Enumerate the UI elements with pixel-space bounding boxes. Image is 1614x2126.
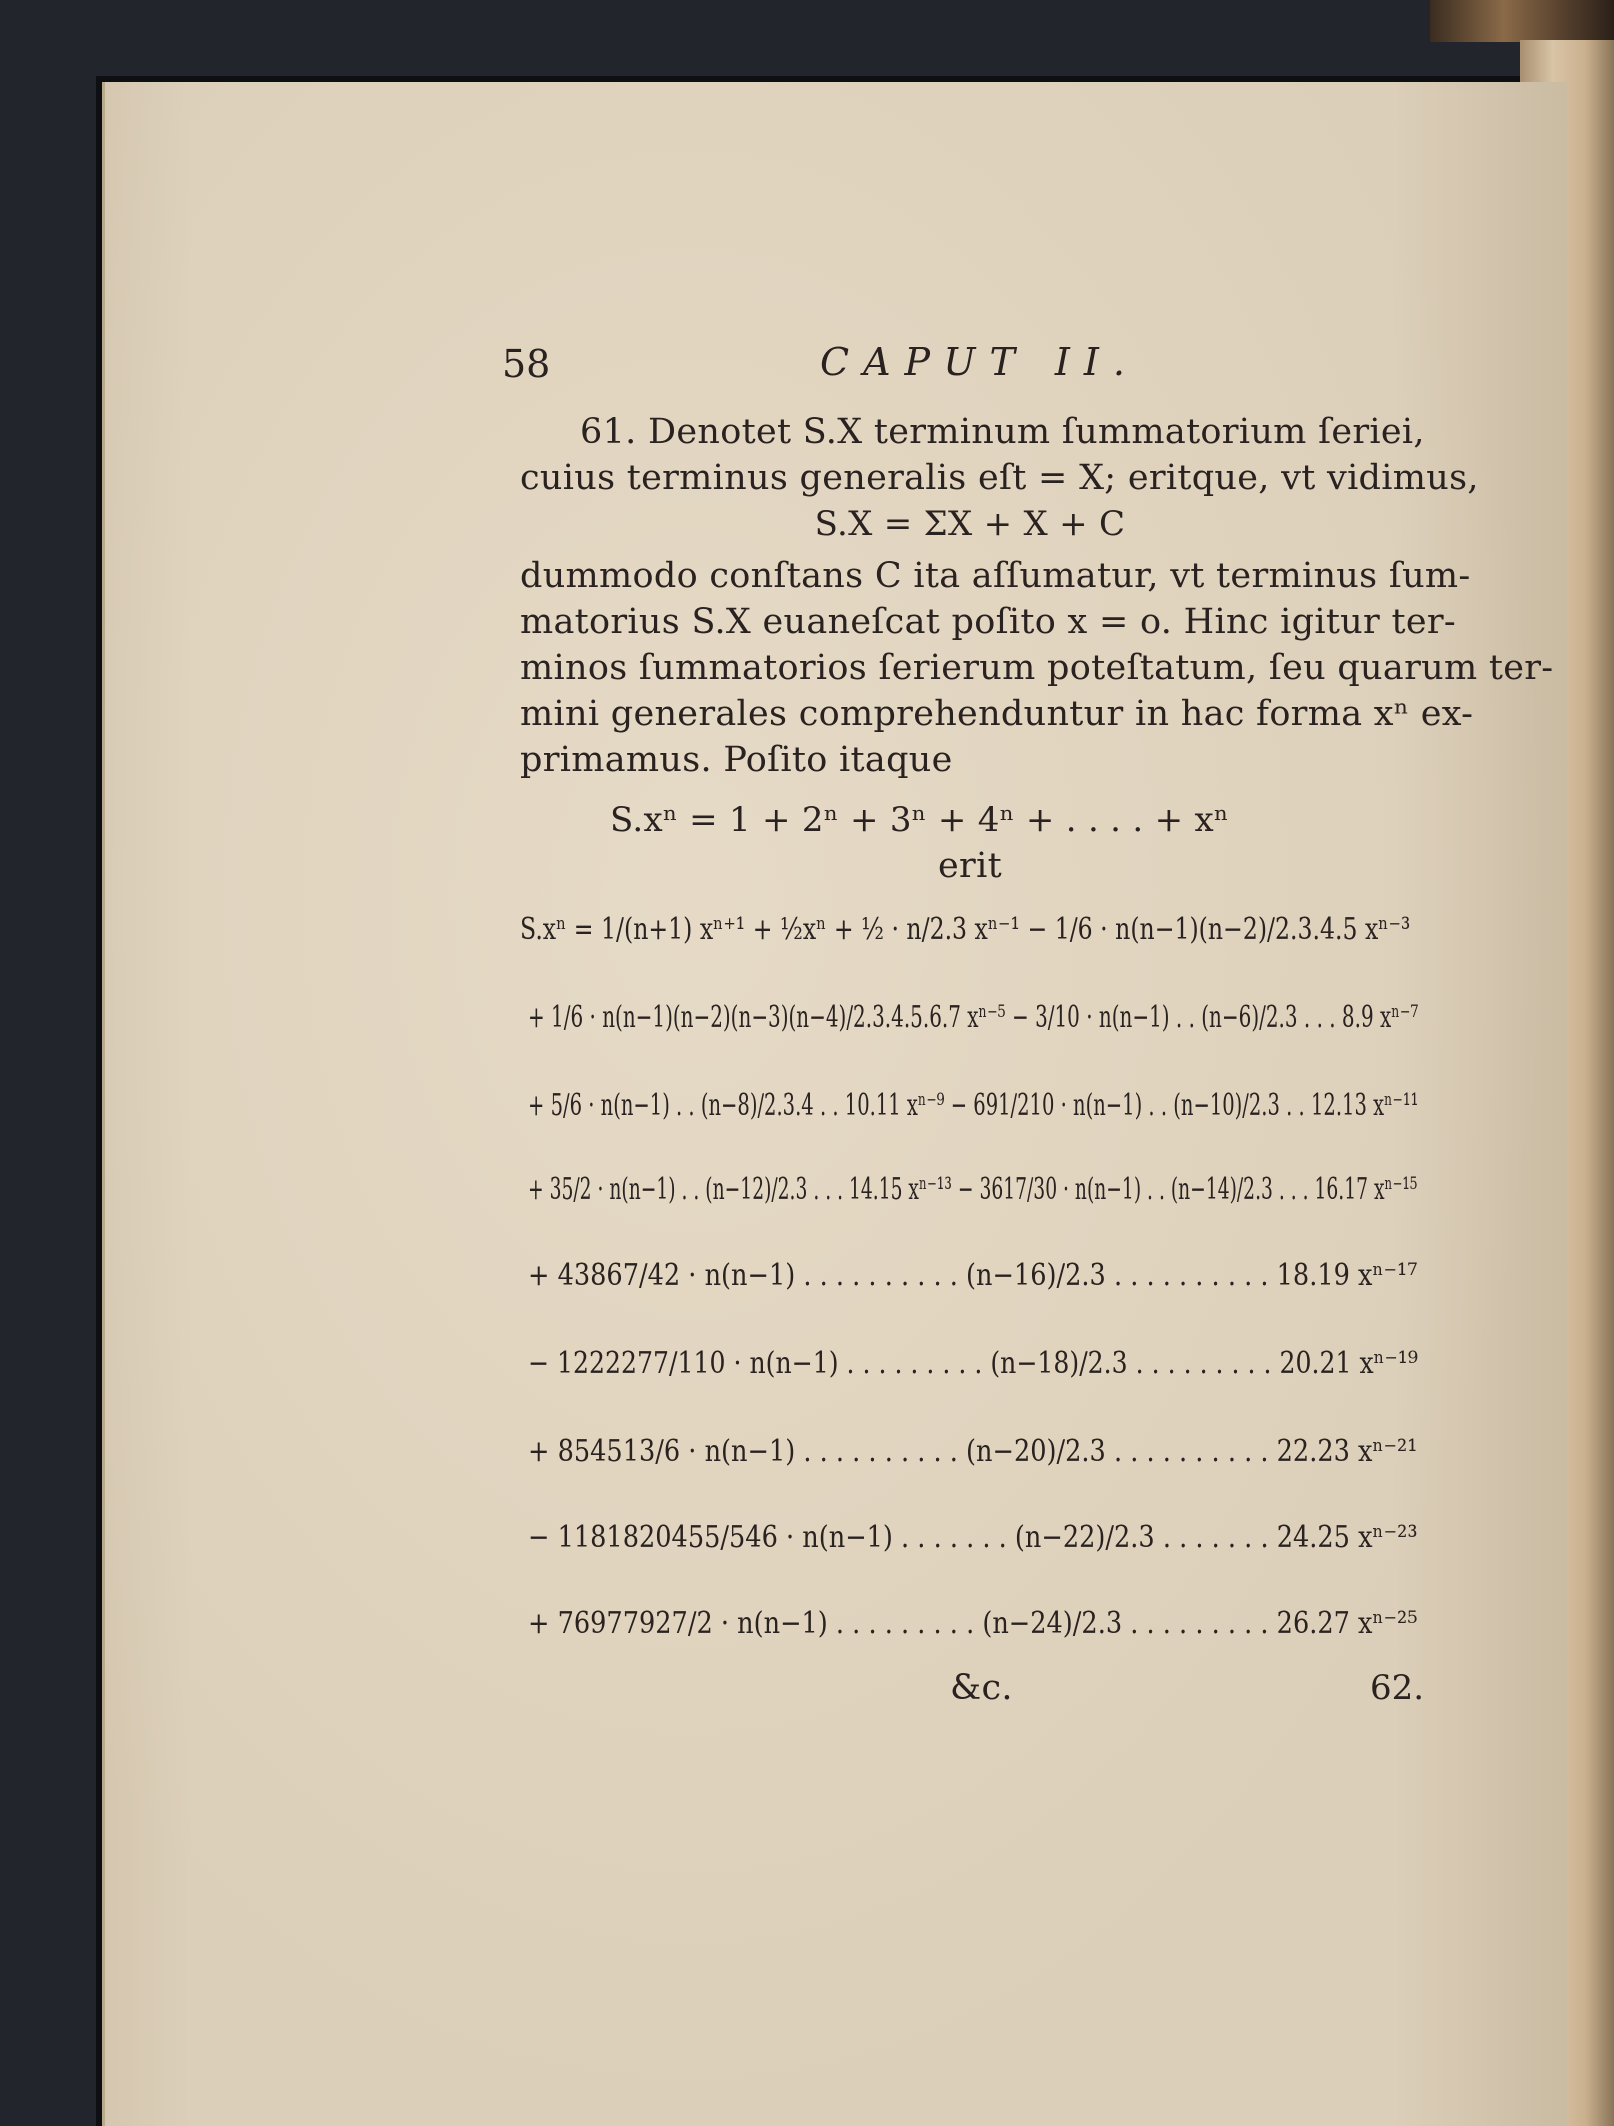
page-number: 58 xyxy=(502,342,551,386)
para-line-6: minos ſummatorios ſerierum poteſtatum, ſeu quarum ter- xyxy=(520,648,1554,688)
formula-line-2: + 1/6 · n(n−1)(n−2)(n−3)(n−4)/2.3.4.5.6.7 xⁿ⁻⁵ − 3/10 · n(n−1) . . (n−6)/2.3 . . . 8.9 xⁿ⁻⁷ xyxy=(528,1000,1419,1035)
para-line-7: mini generales comprehenduntur in hac forma xⁿ ex- xyxy=(520,694,1474,734)
formula-line-7: + 854513/6 · n(n−1) . . . . . . . . . . (n−20)/2.3 . . . . . . . . . . 22.23 xⁿ⁻²¹ xyxy=(528,1434,1418,1469)
formula-line-3: + 5/6 · n(n−1) . . (n−8)/2.3.4 . . 10.11 xⁿ⁻⁹ − 691/210 · n(n−1) . . (n−10)/2.3 . . 12.13 xⁿ⁻¹¹ xyxy=(528,1088,1419,1123)
formula-line-6: − 1222277/110 · n(n−1) . . . . . . . . . (n−18)/2.3 . . . . . . . . . 20.21 xⁿ⁻¹⁹ xyxy=(528,1346,1418,1381)
formula-line-8: − 1181820455/546 · n(n−1) . . . . . . . (n−22)/2.3 . . . . . . . 24.25 xⁿ⁻²³ xyxy=(528,1520,1418,1555)
para-line-3: S.X = ΣX + X + C xyxy=(814,504,1126,544)
formula-line-1: S.xⁿ = 1/(n+1) xⁿ⁺¹ + ½xⁿ + ½ · n/2.3 xⁿ⁻¹ − 1/6 · n(n−1)(n−2)/2.3.4.5 xⁿ⁻³ xyxy=(520,912,1411,947)
book-spine xyxy=(1430,0,1614,42)
formula-line-5: + 43867/42 · n(n−1) . . . . . . . . . . (n−16)/2.3 . . . . . . . . . . 18.19 xⁿ⁻¹⁷ xyxy=(528,1258,1418,1293)
chapter-title: CAPUT II. xyxy=(820,340,1139,384)
formula-line-4: + 35/2 · n(n−1) . . (n−12)/2.3 . . . 14.15 xⁿ⁻¹³ − 3617/30 · n(n−1) . . (n−14)/2.3 . . . 16.17 xⁿ⁻¹⁵ xyxy=(528,1172,1418,1207)
para-line-5: matorius S.X euaneſcat poſito x = o. Hinc igitur ter- xyxy=(520,602,1457,642)
series-definition: S.xⁿ = 1 + 2ⁿ + 3ⁿ + 4ⁿ + . . . . + xⁿ xyxy=(610,800,1229,840)
para-line-8: primamus. Poſito itaque xyxy=(520,740,953,780)
para-line-1: 61. Denotet S.X terminum ſummatorium ſeriei, xyxy=(580,412,1425,452)
etc-mark: &c. xyxy=(950,1668,1013,1708)
para-line-2: cuius terminus generalis eſt = X; eritque, vt vidimus, xyxy=(520,458,1479,498)
erit-word: erit xyxy=(938,846,1002,886)
catchword: 62. xyxy=(1370,1668,1425,1708)
formula-line-9: + 76977927/2 · n(n−1) . . . . . . . . . (n−24)/2.3 . . . . . . . . . 26.27 xⁿ⁻²⁵ xyxy=(528,1606,1418,1641)
para-line-4: dummodo conſtans C ita aſſumatur, vt terminus ſum- xyxy=(520,556,1471,596)
